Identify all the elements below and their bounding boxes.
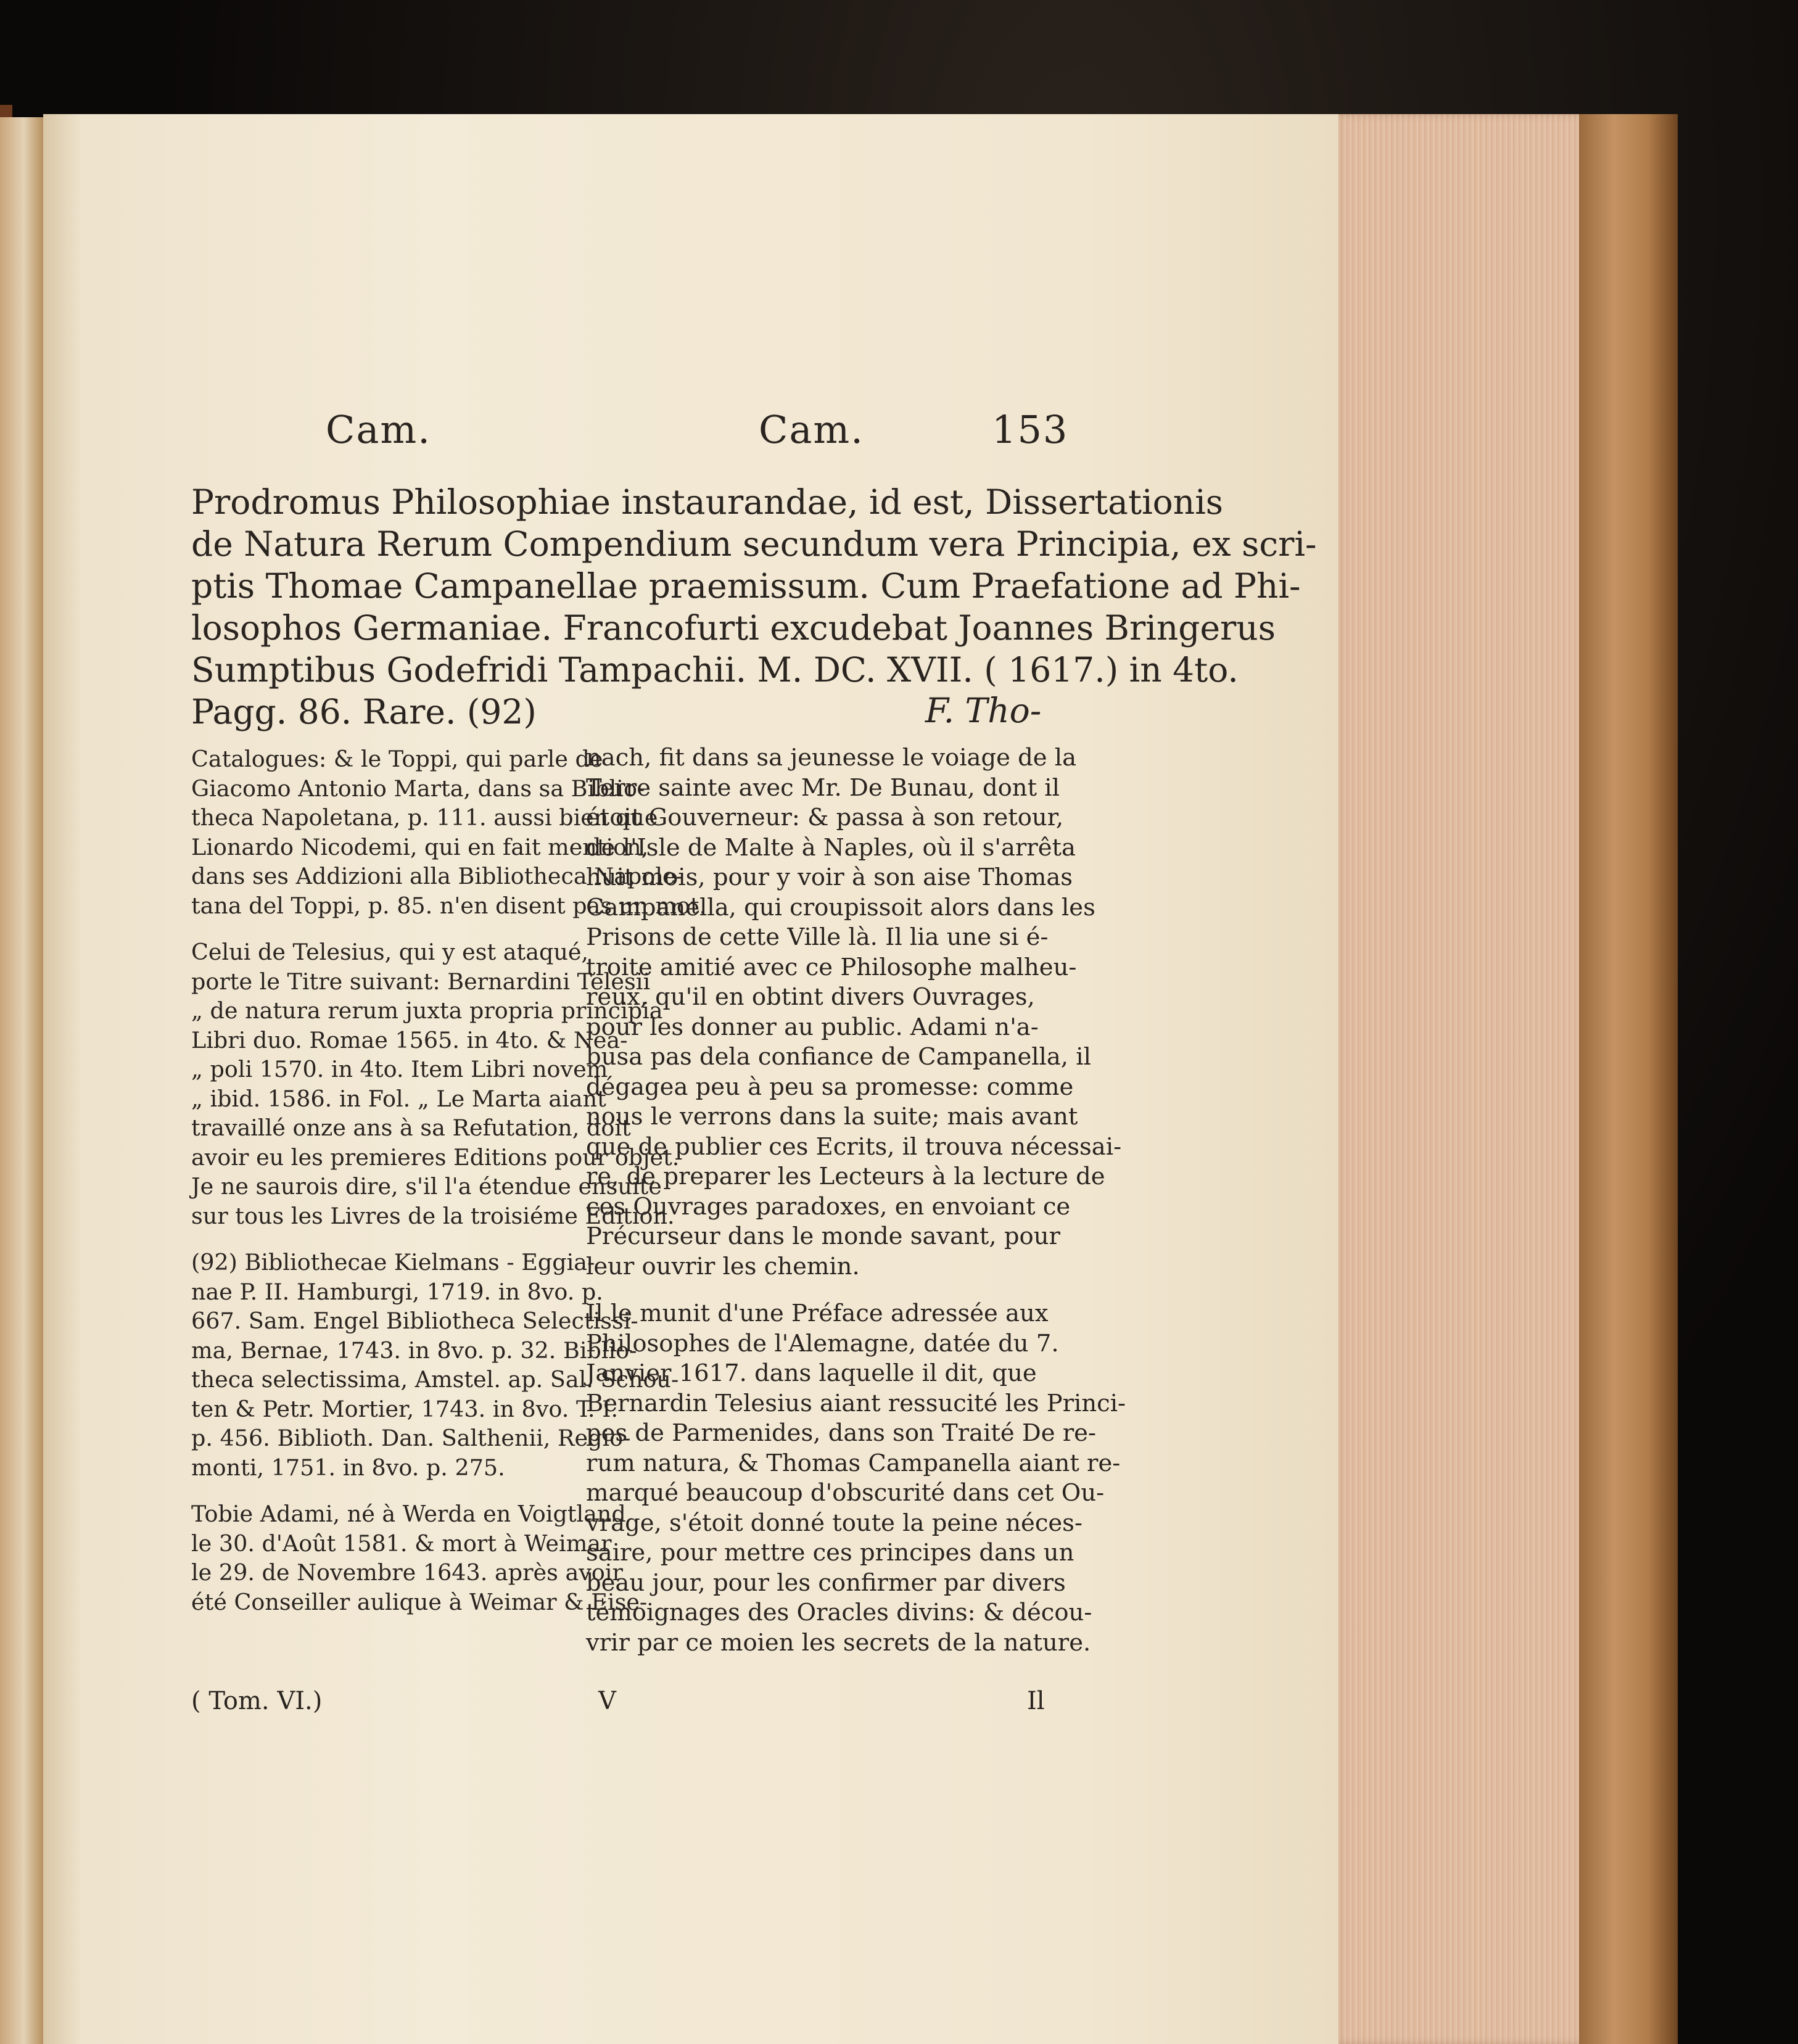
text-line: 667. Sam. Engel Bibliotheca Selectissi- — [191, 1308, 638, 1334]
paragraph — [191, 938, 680, 1230]
text-line: vrage, s'étoit donné toute la peine néces- — [586, 1509, 1083, 1537]
paragraph — [191, 1499, 648, 1617]
text-line: travaillé onze ans à sa Refutation, doit — [191, 1115, 631, 1141]
text-line: Philosophes de l'Alemagne, datée du 7. — [586, 1329, 1059, 1358]
text-line: theca selectissima, Amstel. ap. Sal. Schou- — [191, 1366, 679, 1393]
title-line: de Natura Rerum Compendium secundum vera Principia, ex scri- — [191, 524, 1317, 564]
text-line: dégagea peu à peu sa promesse: comme — [586, 1073, 1074, 1101]
text-line: re, de preparer les Lecteurs à la lecture de — [586, 1163, 1105, 1190]
text-line: „ de natura rerum juxta propria principia — [191, 997, 663, 1024]
text-line: monti, 1751. in 8vo. p. 275. — [191, 1454, 505, 1481]
page-number: 153 — [992, 407, 1069, 452]
paragraph — [191, 744, 707, 920]
paragraph — [586, 1299, 1126, 1658]
footer-catchword: Il — [1027, 1687, 1045, 1715]
footnote — [191, 1248, 679, 1482]
title-line: Prodromus Philosophiae instaurandae, id est, Dissertationis — [191, 482, 1224, 522]
text-line: été Conseiller aulique à Weimar & Eise- — [191, 1588, 648, 1615]
text-line: Il le munit d'une Préface adressée aux — [586, 1300, 1049, 1327]
title-line: Pagg. 86. Rare. (92) — [191, 692, 537, 731]
text-line: Giacomo Antonio Marta, dans sa Biblio- — [191, 775, 645, 802]
text-line: leur ouvrir les chemin. — [586, 1252, 860, 1280]
title-catchword: F. Tho- — [925, 691, 1042, 730]
running-header — [43, 407, 1086, 463]
text-line: nach, fit dans sa jeunesse le voiage de la — [586, 744, 1077, 772]
text-line: „ poli 1570. in 4to. Item Libri novem — [191, 1056, 608, 1082]
text-line: troite amitié avec ce Philosophe malheu- — [586, 953, 1077, 981]
title-line: losophos Germaniae. Francofurti excudebat Joannes Bringerus — [191, 608, 1276, 648]
text-line: dans ses Addizioni alla Bibliotheca Napole- — [191, 863, 683, 889]
text-line: ma, Bernae, 1743. in 8vo. p. 32. Biblio- — [191, 1337, 637, 1364]
text-line: porte le Titre suivant: Bernardini Telesii — [191, 968, 651, 995]
signature-mark: V — [598, 1687, 616, 1715]
text-line: pes de Parmenides, dans son Traité De re- — [586, 1419, 1096, 1447]
text-line: reux, qu'il en obtint divers Ouvrages, — [586, 983, 1035, 1011]
text-line: „ ibid. 1586. in Fol. „ Le Marta aiant — [191, 1085, 606, 1112]
text-line: le 30. d'Août 1581. & mort à Weimar — [191, 1530, 612, 1557]
text-line: que de publier ces Ecrits, il trouva nécessai- — [586, 1132, 1122, 1161]
text-line: sur tous les Livres de la troisiéme Edition. — [191, 1202, 675, 1229]
page-edges — [1332, 114, 1582, 2044]
text-line: Précurseur dans le monde savant, pour — [586, 1222, 1060, 1250]
text-line: de l'Isle de Malte à Naples, où il s'arrêta — [586, 833, 1076, 862]
text-line: Libri duo. Romae 1565. in 4to. & Nea- — [191, 1026, 628, 1053]
text-line: étoit Gouverneur: & passa à son retour, — [586, 804, 1064, 831]
text-line: ten & Petr. Mortier, 1743. in 8vo. T. I. — [191, 1395, 619, 1422]
text-line: le 29. de Novembre 1643. après avoir — [191, 1559, 623, 1586]
text-line: busa pas dela confiance de Campanella, il — [586, 1043, 1091, 1071]
text-line: marqué beaucoup d'obscurité dans cet Ou- — [586, 1479, 1105, 1507]
text-line: nae P. II. Hamburgi, 1719. in 8vo. p. — [191, 1278, 603, 1305]
right-column — [586, 743, 1126, 1675]
title-line: ptis Thomae Campanellae praemissum. Cum Praefatione ad Phi- — [191, 566, 1301, 606]
text-line: (92) Bibliothecae Kielmans - Eggia- — [191, 1249, 595, 1275]
text-line: Bernardin Telesius aiant ressucité les Princi- — [586, 1389, 1126, 1417]
left-page-edge — [0, 117, 43, 2044]
text-line: ces Ouvrages paradoxes, en envoiant ce — [586, 1192, 1071, 1221]
text-line: rum natura, & Thomas Campanella aiant re- — [586, 1449, 1121, 1477]
header-center: Cam. — [759, 407, 864, 452]
text-line: tana del Toppi, p. 85. n'en disent pas un mot. — [191, 892, 707, 919]
book-cover — [1579, 114, 1678, 2044]
text-line: Celui de Telesius, qui y est ataqué, — [191, 939, 589, 965]
book-page — [43, 114, 1338, 2044]
text-line: Terre sainte avec Mr. De Bunau, dont il — [586, 773, 1060, 802]
text-line: Tobie Adami, né à Werda en Voigtland — [191, 1501, 626, 1527]
text-line: témoignages des Oracles divins: & décou- — [586, 1599, 1092, 1626]
text-line: p. 456. Biblioth. Dan. Salthenii, Regio- — [191, 1425, 631, 1451]
text-line: Janvier 1617. dans laquelle il dit, que — [586, 1359, 1037, 1387]
text-line: huit mois, pour y voir à son aise Thomas — [586, 863, 1073, 891]
text-line: Campanella, qui croupissoit alors dans les — [586, 893, 1095, 921]
volume-reference: ( Tom. VI.) — [191, 1687, 323, 1715]
title-line: Sumptibus Godefridi Tampachii. M. DC. XVII. ( 1617.) in 4to. — [191, 650, 1239, 690]
text-line: Je ne saurois dire, s'il l'a étendue ensuite — [191, 1173, 662, 1200]
text-line: avoir eu les premieres Editions pour objet. — [191, 1144, 680, 1171]
text-line: Catalogues: & le Toppi, qui parle de — [191, 746, 603, 772]
paragraph — [586, 743, 1122, 1282]
text-line: beau jour, pour les confirmer par divers — [586, 1568, 1066, 1597]
text-line: Lionardo Nicodemi, qui en fait mention, — [191, 833, 649, 860]
text-line: vrir par ce moien les secrets de la nature. — [586, 1628, 1091, 1657]
text-line: Prisons de cette Ville là. Il lia une si é- — [586, 923, 1049, 951]
text-line: pour les donner au public. Adami n'a- — [586, 1013, 1039, 1041]
text-line: theca Napoletana, p. 111. aussi bien que — [191, 804, 658, 831]
text-line: nous le verrons dans la suite; mais avant — [586, 1103, 1078, 1131]
left-column — [191, 744, 707, 1634]
text-line: saire, pour mettre ces principes dans un — [586, 1539, 1074, 1567]
header-left: Cam. — [326, 407, 431, 452]
